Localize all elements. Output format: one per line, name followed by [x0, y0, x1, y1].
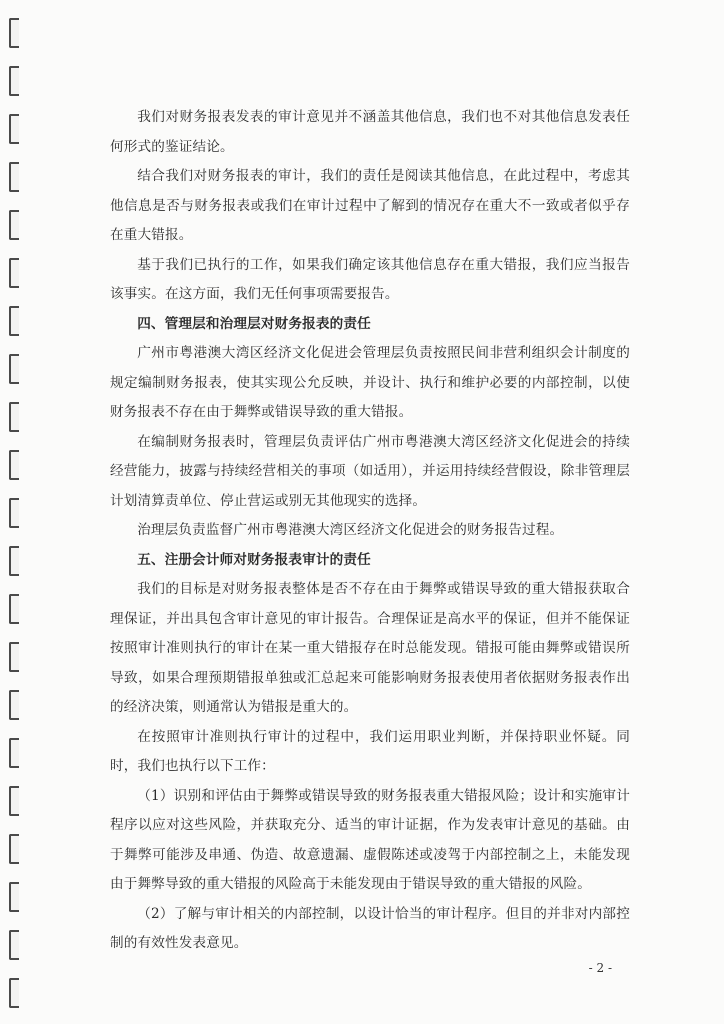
- paragraph: 结合我们对财务报表的审计，我们的责任是阅读其他信息，在此过程中，考虑其他信息是否与财务报表或我们在审计过程中了解到的情况存在重大不一致或者似乎存在重大错报。: [110, 168, 630, 243]
- binding-hole: [9, 546, 19, 576]
- paragraph: （1）识别和评估由于舞弊或错误导致的财务报表重大错报风险；设计和实施审计程序以应对这些风险，并获取充分、适当的审计证据，作为发表审计意见的基础。由于舞弊可能涉及串通、伪造、故意遗漏、虚假陈述或凌驾于内部控制之上，未能发现由于舞弊导致的重大错报的风险高于未能发现由于错误导致的重大错报的风险。: [110, 787, 630, 892]
- binding-holes: [9, 0, 23, 1024]
- binding-hole: [9, 786, 19, 816]
- binding-hole: [9, 978, 19, 1008]
- section-heading-4: 四、管理层和治理层对财务报表的责任: [137, 315, 371, 332]
- binding-hole: [9, 882, 19, 912]
- paragraph: 在编制财务报表时，管理层负责评估广州市粤港澳大湾区经济文化促进会的持续经营能力，披露与持续经营相关的事项（如适用），并运用持续经营假设，除非管理层计划清算责单位、停止营运或别无其他现实的选择。: [110, 433, 630, 509]
- binding-hole: [9, 450, 19, 480]
- paragraph: 治理层负责监督广州市粤港澳大湾区经济文化促进会的财务报告过程。: [137, 522, 564, 538]
- binding-hole: [9, 66, 19, 96]
- binding-hole: [9, 306, 19, 336]
- binding-hole: [9, 258, 19, 288]
- paragraph: 广州市粤港澳大湾区经济文化促进会管理层负责按照民间非营利组织会计制度的规定编制财务报表，使其实现公允反映，并设计、执行和维护必要的内部控制，以使财务报表不存在由于舞弊或错误导致的重大错报。: [110, 345, 630, 420]
- binding-hole: [9, 642, 19, 672]
- binding-hole: [9, 114, 19, 144]
- paragraph: 基于我们已执行的工作，如果我们确定该其他信息存在重大错报，我们应当报告该事实。在这方面，我们无任何事项需要报告。: [110, 256, 630, 302]
- binding-hole: [9, 834, 19, 864]
- paragraph: （2）了解与审计相关的内部控制，以设计恰当的审计程序。但目的并非对内部控制的有效性发表意见。: [110, 905, 630, 951]
- paragraph: 我们的目标是对财务报表整体是否不存在由于舞弊或错误导致的重大错报获取合理保证，并出具包含审计意见的审计报告。合理保证是高水平的保证，但并不能保证按照审计准则执行的审计在某一重大错报存在时总能发现。错报可能由舞弊或错误所导致，如果合理预期错报单独或汇总起来可能影响财务报表使用者依据财务报表作出的经济决策，则通常认为错报是重大的。: [110, 581, 630, 715]
- binding-hole: [9, 18, 19, 48]
- binding-hole: [9, 498, 19, 528]
- section-heading-5: 五、注册会计师对财务报表审计的责任: [137, 551, 371, 568]
- paragraph: 在按照审计准则执行审计的过程中，我们运用职业判断，并保持职业怀疑。同时，我们也执行以下工作：: [110, 728, 630, 774]
- binding-hole: [9, 930, 19, 960]
- document-body: [110, 103, 630, 959]
- binding-hole: [9, 354, 19, 384]
- binding-hole: [9, 690, 19, 720]
- binding-hole: [9, 594, 19, 624]
- paragraph: 我们对财务报表发表的审计意见并不涵盖其他信息，我们也不对其他信息发表任何形式的鉴证结论。: [110, 109, 630, 155]
- binding-hole: [9, 738, 19, 768]
- binding-hole: [9, 162, 19, 192]
- binding-hole: [9, 402, 19, 432]
- page-number: - 2 -: [588, 961, 612, 975]
- binding-hole: [9, 210, 19, 240]
